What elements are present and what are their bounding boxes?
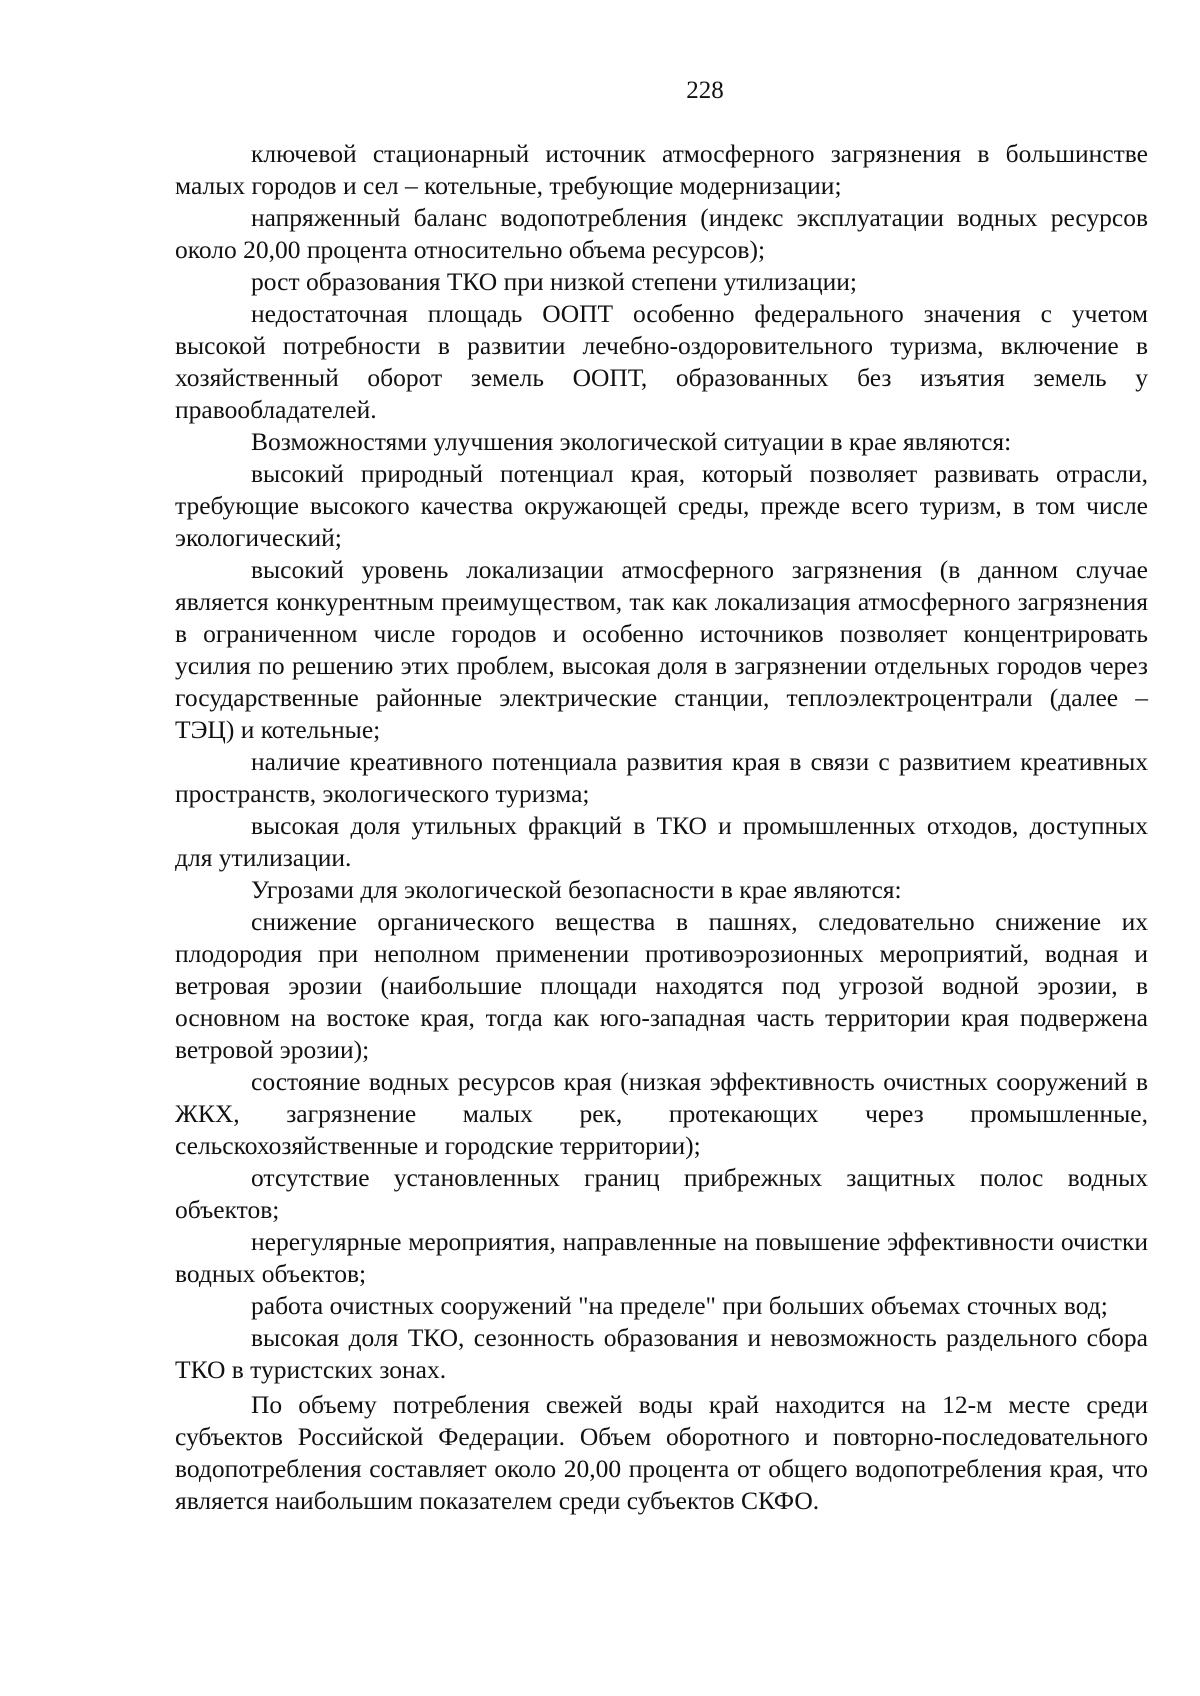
paragraph-protective-strips: отсутствие установленных границ прибрежных защитных полос водных объектов; bbox=[175, 1163, 1148, 1224]
paragraph-soil-erosion: снижение органического вещества в пашнях, следовательно снижение их плодородия при неполном применении противоэрозионных мероприятий, водная и ветровая эрозии (наибольшие площади находятся под угрозой водной эрозии, в основном на востоке края, тогда как юго-западная часть территории края подвержена ветровой эрозии); bbox=[175, 907, 1148, 1064]
paragraph-fresh-water-consumption: По объему потребления свежей воды край находится на 12-м месте среди субъектов Российской Федерации. Объем оборотного и повторно-последовательного водопотребления составляет около 20,00 процента от общего водопотребления края, что является наибольшим показателем среди субъектов СКФО. bbox=[175, 1390, 1148, 1515]
paragraph-irregular-measures: нерегулярные мероприятия, направленные на повышение эффективности очистки водных объектов; bbox=[175, 1227, 1148, 1288]
paragraph-useful-fractions: высокая доля утильных фракций в ТКО и промышленных отходов, доступных для утилизации. bbox=[175, 811, 1148, 872]
paragraph-tko-share: высокая доля ТКО, сезонность образования и невозможность раздельного сбора ТКО в туристских зонах. bbox=[175, 1323, 1148, 1384]
paragraph-natural-potential: высокий природный потенциал края, который позволяет развивать отрасли, требующие высокого качества окружающей среды, прежде всего туризм, в том числе экологический; bbox=[175, 459, 1148, 552]
paragraph-water-resources-state: состояние водных ресурсов края (низкая эффективность очистных сооружений в ЖКХ, загрязнение малых рек, протекающих через промышленные, сельскохозяйственные и городские территории); bbox=[175, 1067, 1148, 1160]
paragraph-tko-growth: рост образования ТКО при низкой степени утилизации; bbox=[251, 267, 857, 296]
paragraph-threats-heading: Угрозами для экологической безопасности в крае являются: bbox=[251, 875, 902, 904]
paragraph-treatment-facilities: работа очистных сооружений "на пределе" при больших объемах сточных вод; bbox=[251, 1291, 1108, 1320]
paragraph-pollution-localization: высокий уровень локализации атмосферного загрязнения (в данном случае является конкурентным преимуществом, так как локализация атмосферного загрязнения в ограниченном числе городов и особенно источников позволяет концентрировать усилия по решению этих проблем, высокая доля в загрязнении отдельных городов через государственные районные электрические станции, теплоэлектроцентрали (далее – ТЭЦ) и котельные; bbox=[175, 555, 1148, 744]
paragraph-oopt-area: недостаточная площадь ООПТ особенно федерального значения с учетом высокой потребности в развитии лечебно-оздоровительного туризма, включение в хозяйственный оборот земель ООПТ, образованных без изъятия земель у правообладателей. bbox=[175, 299, 1148, 424]
paragraph-water-balance: напряженный баланс водопотребления (индекс эксплуатации водных ресурсов около 20,00 процента относительно объема ресурсов); bbox=[175, 203, 1148, 264]
paragraph-stationary-source: ключевой стационарный источник атмосферного загрязнения в большинстве малых городов и сел – котельные, требующие модернизации; bbox=[175, 139, 1148, 200]
paragraph-opportunities-heading: Возможностями улучшения экологической ситуации в крае являются: bbox=[251, 427, 1012, 456]
paragraph-creative-potential: наличие креативного потенциала развития края в связи с развитием креативных пространств, экологического туризма; bbox=[175, 747, 1148, 808]
page-number: 228 bbox=[686, 77, 724, 104]
document-body bbox=[175, 138, 1148, 1517]
